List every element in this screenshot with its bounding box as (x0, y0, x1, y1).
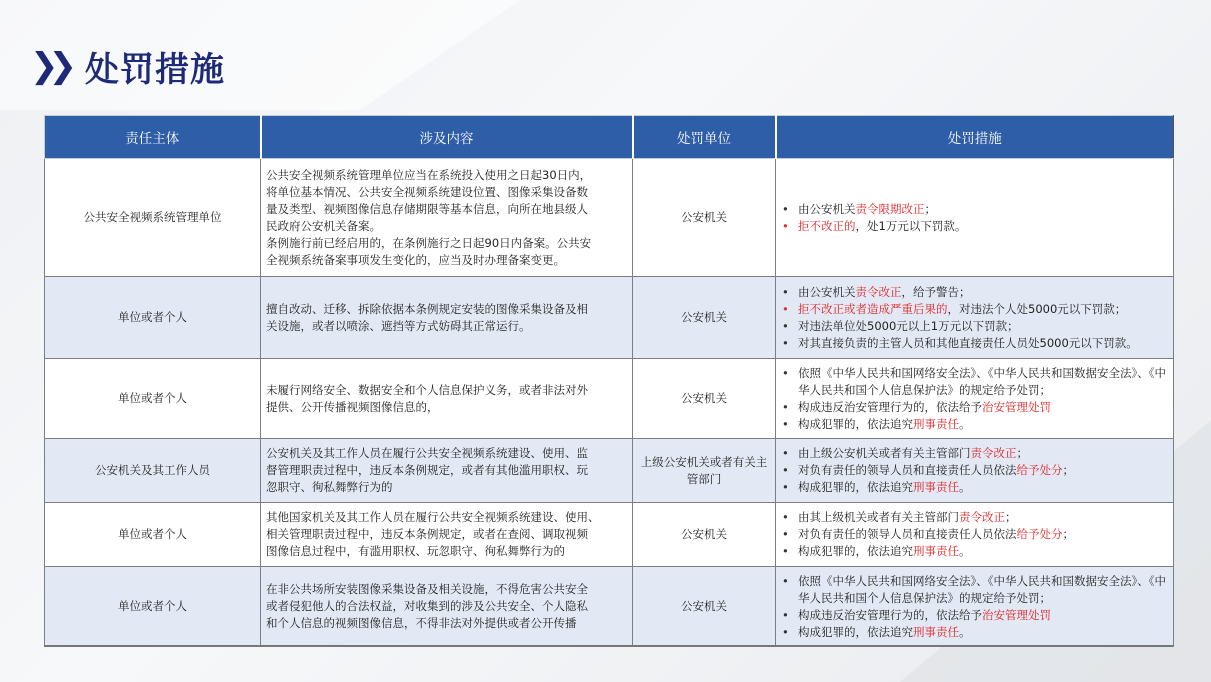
measure-item (780, 526, 1169, 543)
content-line: 提供、公开传播视频图像信息的， (266, 399, 439, 414)
measure-highlight: 责令限期改正 (855, 201, 925, 216)
content-line: 图像信息过程中，有滥用职权、玩忽职守、徇私舞弊行为的 (266, 544, 565, 558)
measure-highlight: 给予处分 (1016, 527, 1063, 541)
measure-highlight: 责令改正 (959, 510, 1005, 524)
measures-list (776, 284, 1173, 352)
measure-item (780, 462, 1169, 479)
content-line: 未履行网络安全、数据安全和个人信息保护义务，或者非法对外 (266, 382, 588, 397)
unit-cell: 公安机关 (633, 503, 776, 567)
measure-item (780, 365, 1169, 399)
measure-text: 依照《中华人民共和国网络安全法》、《中华人民共和国数据安全法》、《中华人民共和国个人信息保护法》的规定给予处罚； (798, 573, 1166, 605)
table-row (45, 159, 1174, 277)
measure-item (780, 335, 1169, 352)
unit-cell: 公安机关 (633, 159, 776, 277)
measure-highlight: 责令改正 (970, 446, 1017, 460)
penalty-table (44, 115, 1174, 647)
table-row (45, 359, 1174, 439)
content-line: 民政府公安机关备案。 (266, 218, 381, 233)
content-line: 相关管理职责过程中，违反本条例规定，或者在查阅、调取视频 (266, 527, 588, 541)
measure-text: ； (1062, 463, 1074, 477)
measure-item (780, 607, 1169, 624)
measures-cell (776, 439, 1174, 503)
subject-cell: 单位或者个人 (45, 359, 261, 439)
measure-item (780, 509, 1169, 526)
unit-cell: 上级公安机关或者有关主管部门 (633, 439, 776, 503)
header-unit: 处罚单位 (633, 116, 776, 159)
measures-list (776, 573, 1173, 641)
content-line: 条例施行前已经启用的，在条例施行之日起90日内备案。公共安 (266, 235, 592, 250)
measure-text: 由公安机关 (798, 201, 856, 216)
measure-text: 对违法单位处5000元以上1万元以下罚款； (798, 318, 1019, 333)
header-subject: 责任主体 (45, 116, 261, 159)
content-line: 量及类型、视频图像信息存储期限等基本信息，向所在地县级人 (266, 201, 588, 216)
content-cell (261, 359, 633, 439)
measure-text: ； (1016, 446, 1028, 460)
header-measures: 处罚措施 (776, 116, 1174, 159)
table-row (45, 503, 1174, 567)
content-cell (261, 439, 633, 503)
measure-item (780, 573, 1169, 607)
measure-text: 构成违反治安管理行为的，依法给予 (798, 399, 982, 414)
measures-list (776, 509, 1173, 560)
subject-cell: 单位或者个人 (45, 503, 261, 567)
measure-text: ； (1062, 527, 1074, 541)
measure-highlight: 治安管理处罚 (982, 607, 1051, 622)
measure-text: 对负有责任的领导人员和直接责任人员依法 (798, 463, 1017, 477)
measure-text: 构成犯罪的，依法追究 (798, 544, 913, 558)
unit-cell: 公安机关 (633, 277, 776, 359)
measures-cell (776, 359, 1174, 439)
content-cell (261, 567, 633, 647)
slide-header (30, 44, 225, 88)
measure-highlight: 刑事责任 (913, 416, 959, 431)
measure-text: ，给予警告； (901, 284, 971, 299)
content-line: 督管理职责过程中，违反本条例规定，或者有其他滥用职权、玩 (266, 463, 588, 477)
unit-cell: 公安机关 (633, 359, 776, 439)
measure-highlight: 给予处分 (1016, 463, 1063, 477)
measure-text: 依照《中华人民共和国网络安全法》、《中华人民共和国数据安全法》、《中华人民共和国个人信息保护法》的规定给予处罚； (798, 365, 1166, 397)
measure-highlight: 刑事责任 (913, 624, 959, 639)
content-line: 全视频系统备案事项发生变化的，应当及时办理备案变更。 (266, 252, 565, 267)
measure-item (780, 318, 1169, 335)
measure-item (780, 399, 1169, 416)
measure-text: 对其直接负责的主管人员和其他直接责任人员处5000元以下罚款。 (798, 335, 1138, 350)
table-row (45, 567, 1174, 647)
subject-cell: 单位或者个人 (45, 277, 261, 359)
content-line: 和个人信息的视频图像信息，不得非法对外提供或者公开传播 (266, 616, 577, 630)
measure-text: ，处1万元以下罚款。 (855, 218, 967, 233)
measure-item (780, 218, 1169, 235)
measures-cell (776, 277, 1174, 359)
table-row (45, 439, 1174, 503)
measure-item (780, 416, 1169, 433)
measure-text: 。 (959, 544, 971, 558)
subject-cell: 单位或者个人 (45, 567, 261, 647)
measure-highlight: 拒不改正或者造成严重后果的 (798, 301, 948, 316)
double-chevron-icon: ❯❯ (30, 46, 67, 86)
measure-text: 由上级公安机关或者有关主管部门 (798, 446, 971, 460)
table-bottom-rule (44, 645, 1173, 647)
content-cell (261, 277, 633, 359)
measures-list (776, 365, 1173, 433)
measure-text: 构成犯罪的，依法追究 (798, 480, 913, 494)
content-line: 或者侵犯他人的合法权益，对收集到的涉及公共安全、个人隐私 (266, 599, 588, 613)
content-line: 关设施，或者以喷涂、遮挡等方式妨碍其正常运行。 (266, 318, 531, 333)
measure-highlight: 拒不改正的 (798, 218, 856, 233)
content-cell (261, 159, 633, 277)
measure-text: 由其上级机关或者有关主管部门 (798, 510, 959, 524)
content-line: 将单位基本情况、公共安全视频系统建设位置、图像采集设备数 (266, 184, 588, 199)
measures-list (776, 445, 1173, 496)
content-line: 在非公共场所安装图像采集设备及相关设施，不得危害公共安全 (266, 582, 588, 596)
measure-text: 。 (959, 480, 971, 494)
measure-item (780, 479, 1169, 496)
subject-cell: 公共安全视频系统管理单位 (45, 159, 261, 277)
content-line: 忽职守、徇私舞弊行为的 (266, 480, 393, 494)
measure-text: 构成犯罪的，依法追究 (798, 416, 913, 431)
measures-cell (776, 567, 1174, 647)
measure-highlight: 治安管理处罚 (982, 399, 1051, 414)
measure-text: ，对违法个人处5000元以下罚款； (947, 301, 1127, 316)
table-row (45, 277, 1174, 359)
measure-text: ； (1005, 510, 1017, 524)
measure-text: ； (924, 201, 936, 216)
measure-text: 构成违反治安管理行为的，依法给予 (798, 607, 982, 622)
measures-cell (776, 159, 1174, 277)
measure-highlight: 责令改正 (855, 284, 902, 299)
measure-item (780, 445, 1169, 462)
measure-highlight: 刑事责任 (913, 544, 959, 558)
measure-text: 。 (959, 624, 971, 639)
measure-item (780, 301, 1169, 318)
measure-text: 构成犯罪的，依法追究 (798, 624, 913, 639)
measure-text: 由公安机关 (798, 284, 856, 299)
measure-item (780, 284, 1169, 301)
measure-highlight: 刑事责任 (913, 480, 959, 494)
content-line: 公安机关及其工作人员在履行公共安全视频系统建设、使用、监 (266, 446, 588, 460)
content-cell (261, 503, 633, 567)
measure-item (780, 201, 1169, 218)
content-line: 公共安全视频系统管理单位应当在系统投入使用之日起30日内， (266, 167, 592, 182)
header-content: 涉及内容 (261, 116, 633, 159)
measures-list (776, 201, 1173, 235)
content-line: 擅自改动、迁移、拆除依据本条例规定安装的图像采集设备及相 (266, 301, 588, 316)
measure-item (780, 543, 1169, 560)
table-header-row (45, 116, 1174, 159)
measure-text: 。 (959, 416, 971, 431)
measure-item (780, 624, 1169, 641)
unit-cell: 公安机关 (633, 567, 776, 647)
subject-cell: 公安机关及其工作人员 (45, 439, 261, 503)
measure-text: 对负有责任的领导人员和直接责任人员依法 (798, 527, 1017, 541)
content-line: 其他国家机关及其工作人员在履行公共安全视频系统建设、使用、 (266, 510, 600, 524)
measures-cell (776, 503, 1174, 567)
page-title: 处罚措施 (84, 49, 225, 90)
